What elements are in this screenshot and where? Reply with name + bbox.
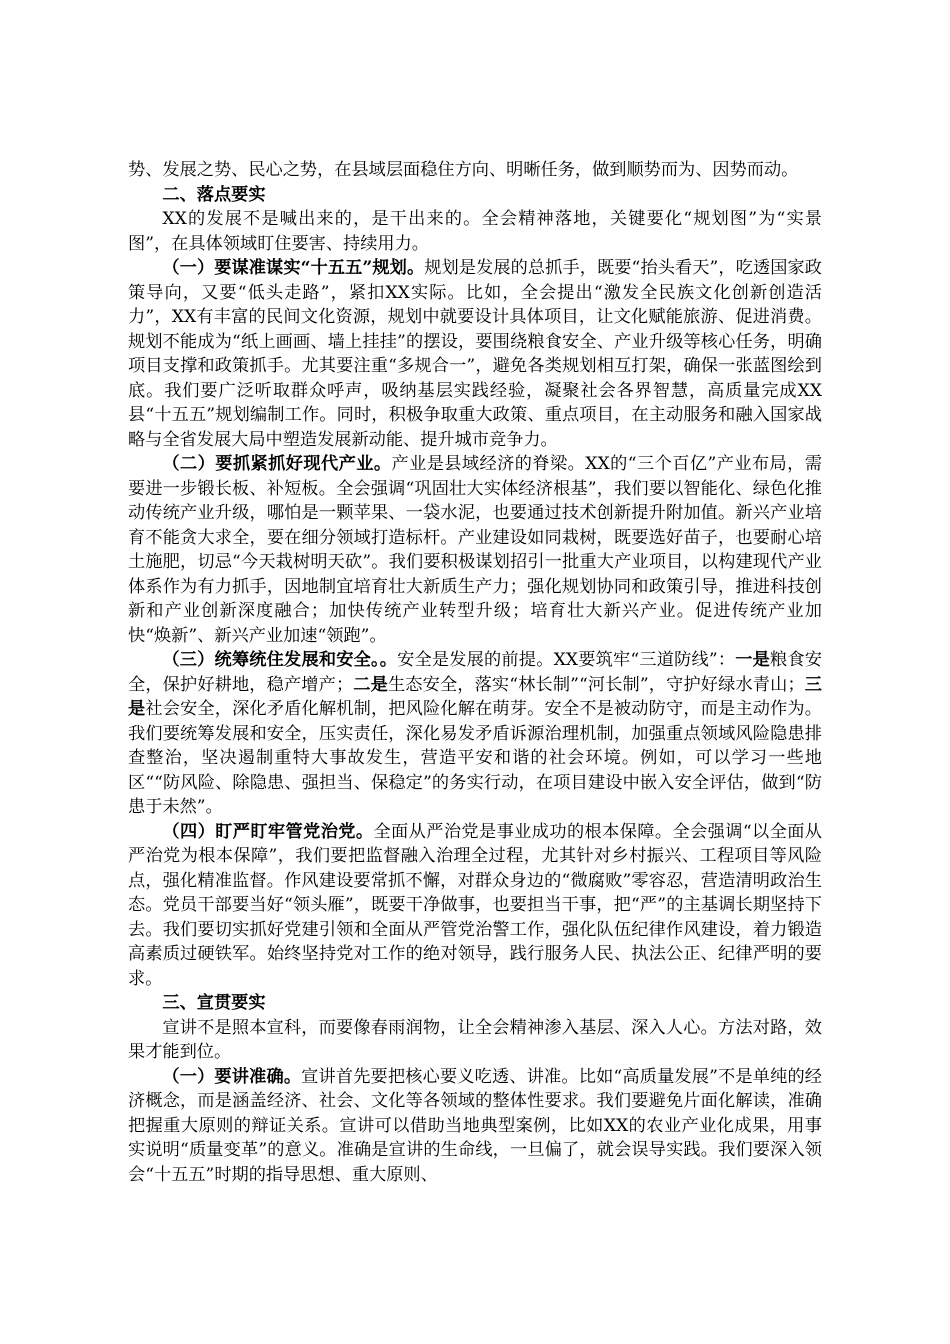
enum-third: 三是: [128, 674, 822, 719]
paragraph-intro-2: XX的发展不是喊出来的，是干出来的。全会精神落地，关键要化“规划图”为“实景图”，在具体领域盯住要害、持续用力。: [128, 209, 822, 254]
lead-phrase: （三）统筹统住发展和安全。。: [162, 650, 398, 670]
section-heading-2: 二、落点要实: [162, 184, 266, 205]
lead-phrase: （一）要谋准谋实“十五五”规划。: [162, 258, 425, 278]
paragraph-planning: （一）要谋准谋实“十五五”规划。规划是发展的总抓手，既要“抬头看天”，吃透国家政策导向，又要“低头走路”，紧扣XX实际。比如，全会提出“激发全民族文化创新创造活力”，XX有丰富的民间文化资源，规划中就要设计具体项目，让文化赋能旅游、促进消费。规划不能成为“纸上画画、墙上挂挂”的摆设，要围绕粮食安全、产业升级等核心任务，明确项目支撑和政策抓手。尤其要注重“多规合一”，避免各类规划相互打架，确保一张蓝图绘到底。我们要广泛听取群众呼声，吸纳基层实践经验，凝聚社会各界智慧，高质量完成XX县“十五五”规划编制工作。同时，积极争取重大政策、重点项目，在主动服务和融入国家战略与全省发展大局中塑造发展新动能、提升城市竞争力。: [128, 258, 822, 450]
paragraph-accuracy: （一）要讲准确。宣讲首先要把核心要义吃透、讲准。比如“高质量发展”不是单纯的经济概念，而是涵盖经济、社会、文化等各领域的整体性要求。我们要避免片面化解读，准确把握重大原则的辩证关系。宣讲可以借助当地典型案例，比如XX的农业产业化成果，用事实说明“质量变革”的意义。准确是宣讲的生命线，一旦偏了，就会误导实践。我们要深入领会“十五五”时期的指导思想、重大原则、: [128, 1066, 822, 1185]
lead-phrase: （一）要讲准确。: [162, 1066, 302, 1087]
lead-phrase: （四）盯严盯牢管党治党。: [162, 821, 374, 842]
lead-phrase: （二）要抓紧抓好现代产业。: [162, 454, 392, 474]
enum-second: 二是: [353, 674, 388, 695]
paragraph-security: （三）统筹统住发展和安全。。安全是发展的前提。XX要筑牢“三道防线”：一是粮食安全，保护好耕地，稳产增产；二是生态安全，落实“林长制”“河长制”，守护好绿水青山；三是社会安全，深化矛盾化解机制，把风险化解在萌芽。安全不是被动防守，而是主动作为。我们要统筹发展和安全，压实责任，深化易发矛盾诉源治理机制，加强重点领域风险隐患排查整治，坚决遏制重特大事故发生，营造平安和谐的社会环境。例如，可以学习一些地区““防风险、除隐患、强担当、保稳定”的务实行动，在项目建设中嵌入安全评估，做到“防患于未然”。: [128, 650, 822, 817]
document-page: [128, 158, 822, 1187]
paragraph-industry: （二）要抓紧抓好现代产业。产业是县域经济的脊梁。XX的“三个百亿”产业布局，需要进一步锻长板、补短板。全会强调“巩固壮大实体经济根基”，我们要以智能化、绿色化推动传统产业升级，哪怕是一颗苹果、一袋水泥，也要通过技术创新提升附加值。新兴产业培育不能贪大求全，要在细分领域打造标杆。产业建设如同栽树，既要选好苗子，也要耐心培土施肥，切忌“今天栽树明天砍”。我们要积极谋划招引一批重大产业项目，以构建现代产业体系作为有力抓手，因地制宜培育壮大新质生产力；强化规划协同和政策引导，推进科技创新和产业创新深度融合；加快传统产业转型升级；培育壮大新兴产业。促进传统产业加快“焕新”、新兴产业加速“领跑”。: [128, 454, 822, 646]
section-heading-3: 三、宣贯要实: [162, 993, 266, 1013]
paragraph-intro-3: 宣讲不是照本宣科，而要像春雨润物，让全会精神渗入基层、深入人心。方法对路，效果才能到位。: [128, 1017, 822, 1062]
paragraph-party: （四）盯严盯牢管党治党。全面从严治党是事业成功的根本保障。全会强调“以全面从严治党为根本保障”，我们要把监督融入治理全过程，尤其针对乡村振兴、工程项目等风险点，强化精准监督。作风建设要常抓不懈，对群众身边的“微腐败”零容忍，营造清明政治生态。党员干部要当好“领头雁”，既要干净做事，也要担当干事，把“严”的主基调长期坚持下去。我们要切实抓好党建引领和全面从严管党治警工作，强化队伍纪律作风建设，着力锻造高素质过硬铁军。始终坚持党对工作的绝对领导，践行服务人民、执法公正、纪律严明的要求。: [128, 821, 822, 989]
paragraph-continuation: 势、发展之势、民心之势，在县域层面稳住方向、明晰任务，做到顺势而为、因势而动。: [128, 160, 799, 180]
enum-first: 一是: [735, 650, 771, 670]
